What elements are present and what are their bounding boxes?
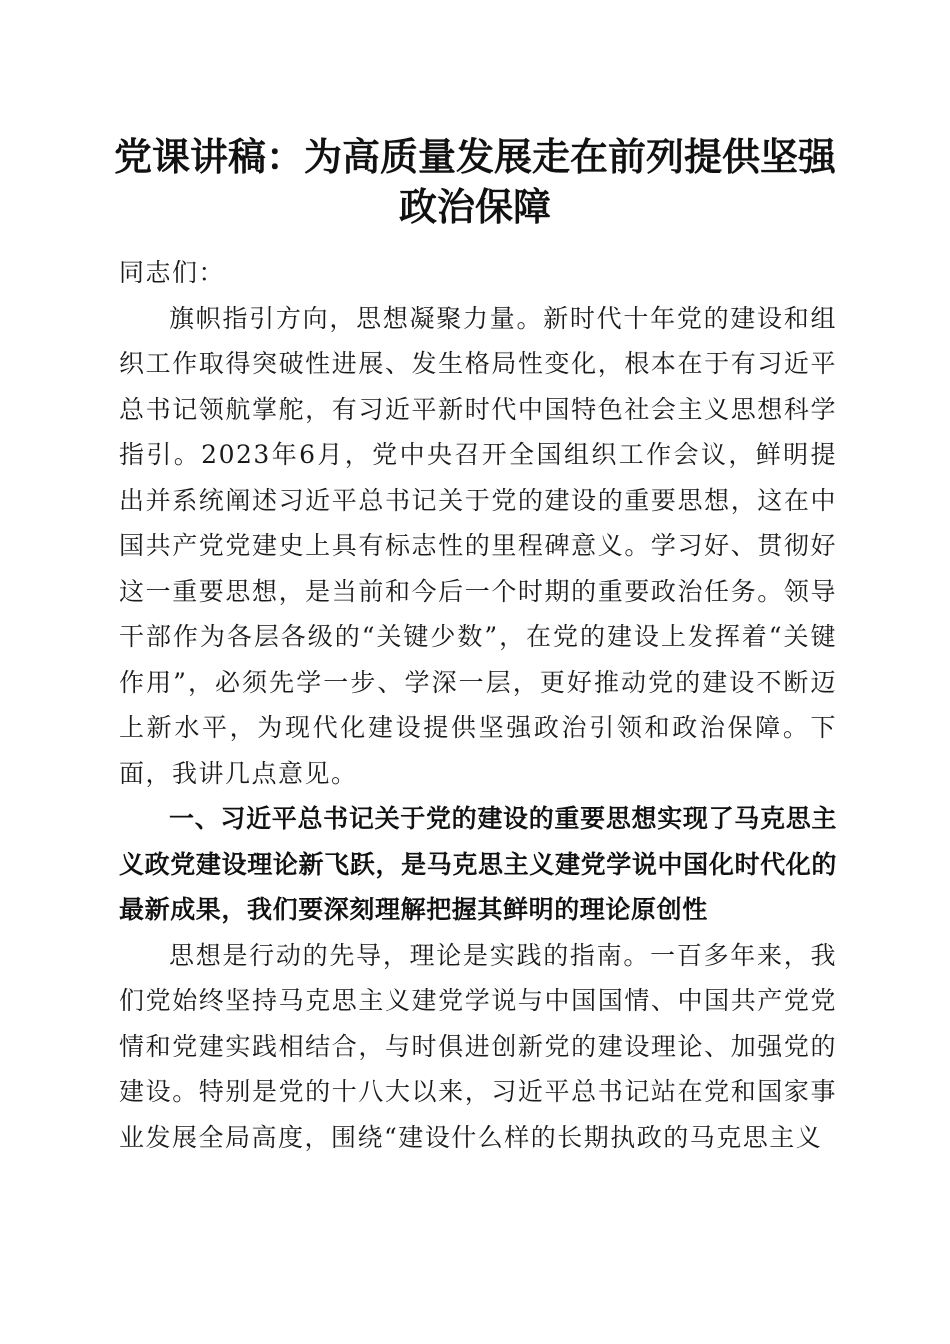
section-heading: 一、习近平总书记关于党的建设的重要思想实现了马克思主义政党建设理论新飞跃，是马克思主义建党学说中国化时代化的最新成果，我们要深刻理解把握其鲜明的理论原创性 — [119, 804, 837, 924]
salutation: 同志们： — [119, 258, 226, 287]
document-body — [119, 250, 837, 1160]
intro-paragraph: 旗帜指引方向，思想凝聚力量。新时代十年党的建设和组织工作取得突破性进展、发生格局性变化，根本在于有习近平总书记领航掌舵，有习近平新时代中国特色社会主义思想科学指引。2023年6月，党中央召开全国组织工作会议，鲜明提出并系统阐述习近平总书记关于党的建设的重要思想，这在中国共产党党建史上具有标志性的里程碑意义。学习好、贯彻好这一重要思想，是当前和今后一个时期的重要政治任务。领导干部作为各层各级的“关键少数”，在党的建设上发挥着“关键作用”，必须先学一步、学深一层，更好推动党的建设不断迈上新水平，为现代化建设提供坚强政治引领和政治保障。下面，我讲几点意见。 — [119, 303, 837, 788]
section-paragraph: 思想是行动的先导，理论是实践的指南。一百多年来，我们党始终坚持马克思主义建党学说与中国国情、中国共产党党情和党建实践相结合，与时俱进创新党的建设理论、加强党的建设。特别是党的十八大以来，习近平总书记站在党和国家事业发展全局高度，围绕“建设什么样的长期执政的马克思主义 — [119, 940, 837, 1152]
page-title: 党课讲稿：为高质量发展走在前列提供坚强政治保障 — [113, 134, 836, 229]
